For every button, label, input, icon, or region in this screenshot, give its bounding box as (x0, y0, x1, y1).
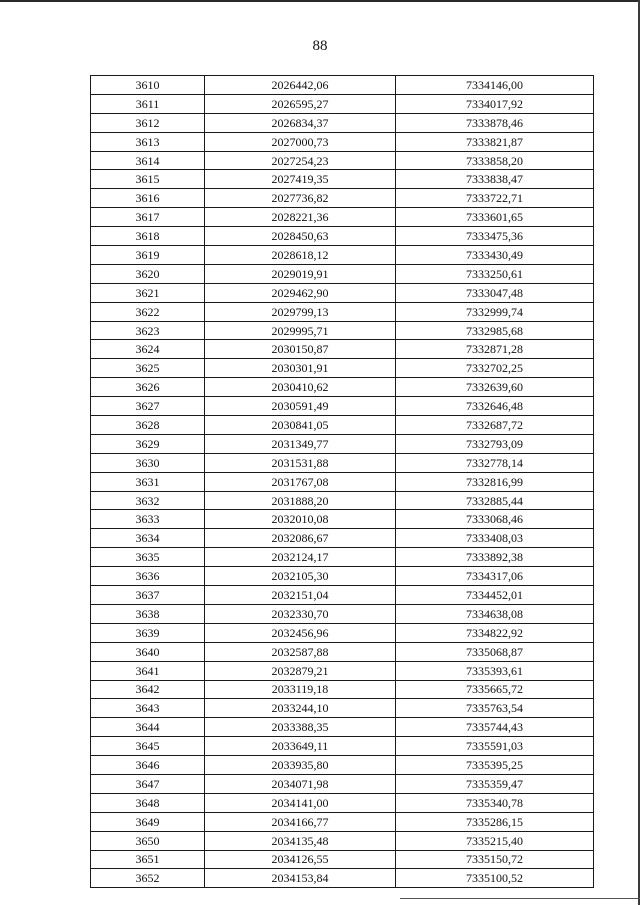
y-coordinate-cell: 7334822,92 (396, 623, 594, 642)
x-coordinate-cell: 2029462,90 (205, 283, 396, 302)
point-number-cell: 3618 (91, 227, 205, 246)
x-coordinate-cell: 2034141,00 (205, 793, 396, 812)
table-row (91, 642, 594, 661)
point-number-cell: 3622 (91, 302, 205, 321)
x-coordinate-cell: 2033649,11 (205, 737, 396, 756)
coordinates-table-body (91, 76, 594, 888)
y-coordinate-cell: 7335665,72 (396, 680, 594, 699)
x-coordinate-cell: 2030301,91 (205, 359, 396, 378)
point-number-cell: 3642 (91, 680, 205, 699)
table-row (91, 208, 594, 227)
point-number-cell: 3650 (91, 831, 205, 850)
point-number-cell: 3648 (91, 793, 205, 812)
point-number-cell: 3625 (91, 359, 205, 378)
y-coordinate-cell: 7335359,47 (396, 774, 594, 793)
x-coordinate-cell: 2033935,80 (205, 756, 396, 775)
table-row (91, 548, 594, 567)
y-coordinate-cell: 7333858,20 (396, 151, 594, 170)
table-row (91, 586, 594, 605)
x-coordinate-cell: 2027736,82 (205, 189, 396, 208)
table-row (91, 94, 594, 113)
y-coordinate-cell: 7333475,36 (396, 227, 594, 246)
table-row (91, 434, 594, 453)
point-number-cell: 3620 (91, 264, 205, 283)
y-coordinate-cell: 7335286,15 (396, 812, 594, 831)
x-coordinate-cell: 2031531,88 (205, 453, 396, 472)
y-coordinate-cell: 7333250,61 (396, 264, 594, 283)
x-coordinate-cell: 2030410,62 (205, 378, 396, 397)
table-row (91, 567, 594, 586)
y-coordinate-cell: 7335393,61 (396, 661, 594, 680)
x-coordinate-cell: 2030150,87 (205, 340, 396, 359)
table-row (91, 510, 594, 529)
table-row (91, 529, 594, 548)
point-number-cell: 3628 (91, 416, 205, 435)
x-coordinate-cell: 2028450,63 (205, 227, 396, 246)
x-coordinate-cell: 2026595,27 (205, 94, 396, 113)
y-coordinate-cell: 7332702,25 (396, 359, 594, 378)
x-coordinate-cell: 2032105,30 (205, 567, 396, 586)
x-coordinate-cell: 2033119,18 (205, 680, 396, 699)
table-row (91, 359, 594, 378)
coordinates-table (90, 75, 594, 888)
table-row (91, 737, 594, 756)
table-row (91, 850, 594, 869)
y-coordinate-cell: 7332778,14 (396, 453, 594, 472)
y-coordinate-cell: 7335100,52 (396, 869, 594, 888)
y-coordinate-cell: 7334317,06 (396, 567, 594, 586)
point-number-cell: 3640 (91, 642, 205, 661)
x-coordinate-cell: 2032587,88 (205, 642, 396, 661)
y-coordinate-cell: 7333821,87 (396, 132, 594, 151)
table-row (91, 774, 594, 793)
table-row (91, 718, 594, 737)
table-row (91, 321, 594, 340)
table-row (91, 623, 594, 642)
point-number-cell: 3611 (91, 94, 205, 113)
point-number-cell: 3645 (91, 737, 205, 756)
point-number-cell: 3651 (91, 850, 205, 869)
x-coordinate-cell: 2028221,36 (205, 208, 396, 227)
x-coordinate-cell: 2026442,06 (205, 76, 396, 95)
x-coordinate-cell: 2029799,13 (205, 302, 396, 321)
table-row (91, 246, 594, 265)
table-row (91, 170, 594, 189)
y-coordinate-cell: 7334017,92 (396, 94, 594, 113)
point-number-cell: 3626 (91, 378, 205, 397)
x-coordinate-cell: 2034126,55 (205, 850, 396, 869)
table-row (91, 264, 594, 283)
y-coordinate-cell: 7332639,60 (396, 378, 594, 397)
y-coordinate-cell: 7332816,99 (396, 472, 594, 491)
table-row (91, 113, 594, 132)
x-coordinate-cell: 2028618,12 (205, 246, 396, 265)
page-number: 88 (312, 38, 328, 54)
x-coordinate-cell: 2033244,10 (205, 699, 396, 718)
point-number-cell: 3613 (91, 132, 205, 151)
table-row (91, 812, 594, 831)
point-number-cell: 3637 (91, 586, 205, 605)
table-row (91, 756, 594, 775)
y-coordinate-cell: 7333047,48 (396, 283, 594, 302)
y-coordinate-cell: 7334638,08 (396, 604, 594, 623)
table-row (91, 699, 594, 718)
point-number-cell: 3633 (91, 510, 205, 529)
y-coordinate-cell: 7334452,01 (396, 586, 594, 605)
scan-edge-bottom (400, 898, 640, 899)
table-row (91, 831, 594, 850)
point-number-cell: 3632 (91, 491, 205, 510)
y-coordinate-cell: 7335763,54 (396, 699, 594, 718)
table-row (91, 604, 594, 623)
x-coordinate-cell: 2034135,48 (205, 831, 396, 850)
x-coordinate-cell: 2027000,73 (205, 132, 396, 151)
y-coordinate-cell: 7332871,28 (396, 340, 594, 359)
table-row (91, 189, 594, 208)
point-number-cell: 3652 (91, 869, 205, 888)
point-number-cell: 3615 (91, 170, 205, 189)
scan-edge-top (0, 0, 640, 2)
table-row (91, 793, 594, 812)
table-row (91, 227, 594, 246)
point-number-cell: 3616 (91, 189, 205, 208)
table-row (91, 151, 594, 170)
table-row (91, 132, 594, 151)
x-coordinate-cell: 2032330,70 (205, 604, 396, 623)
point-number-cell: 3643 (91, 699, 205, 718)
table-row (91, 76, 594, 95)
x-coordinate-cell: 2031767,08 (205, 472, 396, 491)
y-coordinate-cell: 7332793,09 (396, 434, 594, 453)
x-coordinate-cell: 2033388,35 (205, 718, 396, 737)
table-row (91, 661, 594, 680)
y-coordinate-cell: 7332687,72 (396, 416, 594, 435)
table-row (91, 397, 594, 416)
x-coordinate-cell: 2027254,23 (205, 151, 396, 170)
y-coordinate-cell: 7335068,87 (396, 642, 594, 661)
y-coordinate-cell: 7334146,00 (396, 76, 594, 95)
point-number-cell: 3629 (91, 434, 205, 453)
table-row (91, 472, 594, 491)
x-coordinate-cell: 2027419,35 (205, 170, 396, 189)
x-coordinate-cell: 2031349,77 (205, 434, 396, 453)
point-number-cell: 3635 (91, 548, 205, 567)
x-coordinate-cell: 2032151,04 (205, 586, 396, 605)
y-coordinate-cell: 7333878,46 (396, 113, 594, 132)
x-coordinate-cell: 2029019,91 (205, 264, 396, 283)
point-number-cell: 3641 (91, 661, 205, 680)
point-number-cell: 3619 (91, 246, 205, 265)
y-coordinate-cell: 7335744,43 (396, 718, 594, 737)
y-coordinate-cell: 7333838,47 (396, 170, 594, 189)
point-number-cell: 3627 (91, 397, 205, 416)
y-coordinate-cell: 7332999,74 (396, 302, 594, 321)
x-coordinate-cell: 2032010,08 (205, 510, 396, 529)
point-number-cell: 3634 (91, 529, 205, 548)
point-number-cell: 3621 (91, 283, 205, 302)
y-coordinate-cell: 7332985,68 (396, 321, 594, 340)
point-number-cell: 3638 (91, 604, 205, 623)
point-number-cell: 3610 (91, 76, 205, 95)
x-coordinate-cell: 2034071,98 (205, 774, 396, 793)
y-coordinate-cell: 7333408,03 (396, 529, 594, 548)
x-coordinate-cell: 2034153,84 (205, 869, 396, 888)
point-number-cell: 3639 (91, 623, 205, 642)
x-coordinate-cell: 2032879,21 (205, 661, 396, 680)
x-coordinate-cell: 2034166,77 (205, 812, 396, 831)
table-row (91, 680, 594, 699)
point-number-cell: 3644 (91, 718, 205, 737)
x-coordinate-cell: 2032086,67 (205, 529, 396, 548)
table-row (91, 869, 594, 888)
point-number-cell: 3646 (91, 756, 205, 775)
x-coordinate-cell: 2032124,17 (205, 548, 396, 567)
table-row (91, 283, 594, 302)
point-number-cell: 3617 (91, 208, 205, 227)
y-coordinate-cell: 7335340,78 (396, 793, 594, 812)
point-number-cell: 3612 (91, 113, 205, 132)
table-row (91, 340, 594, 359)
x-coordinate-cell: 2029995,71 (205, 321, 396, 340)
x-coordinate-cell: 2030591,49 (205, 397, 396, 416)
x-coordinate-cell: 2031888,20 (205, 491, 396, 510)
table-row (91, 491, 594, 510)
point-number-cell: 3649 (91, 812, 205, 831)
point-number-cell: 3614 (91, 151, 205, 170)
y-coordinate-cell: 7335395,25 (396, 756, 594, 775)
x-coordinate-cell: 2026834,37 (205, 113, 396, 132)
y-coordinate-cell: 7333068,46 (396, 510, 594, 529)
y-coordinate-cell: 7335591,03 (396, 737, 594, 756)
point-number-cell: 3623 (91, 321, 205, 340)
point-number-cell: 3624 (91, 340, 205, 359)
y-coordinate-cell: 7333722,71 (396, 189, 594, 208)
y-coordinate-cell: 7333430,49 (396, 246, 594, 265)
point-number-cell: 3636 (91, 567, 205, 586)
point-number-cell: 3630 (91, 453, 205, 472)
y-coordinate-cell: 7332646,48 (396, 397, 594, 416)
y-coordinate-cell: 7335215,40 (396, 831, 594, 850)
y-coordinate-cell: 7332885,44 (396, 491, 594, 510)
y-coordinate-cell: 7333892,38 (396, 548, 594, 567)
table-row (91, 416, 594, 435)
point-number-cell: 3647 (91, 774, 205, 793)
table-row (91, 302, 594, 321)
table-row (91, 378, 594, 397)
table-row (91, 453, 594, 472)
y-coordinate-cell: 7333601,65 (396, 208, 594, 227)
y-coordinate-cell: 7335150,72 (396, 850, 594, 869)
x-coordinate-cell: 2032456,96 (205, 623, 396, 642)
point-number-cell: 3631 (91, 472, 205, 491)
x-coordinate-cell: 2030841,05 (205, 416, 396, 435)
